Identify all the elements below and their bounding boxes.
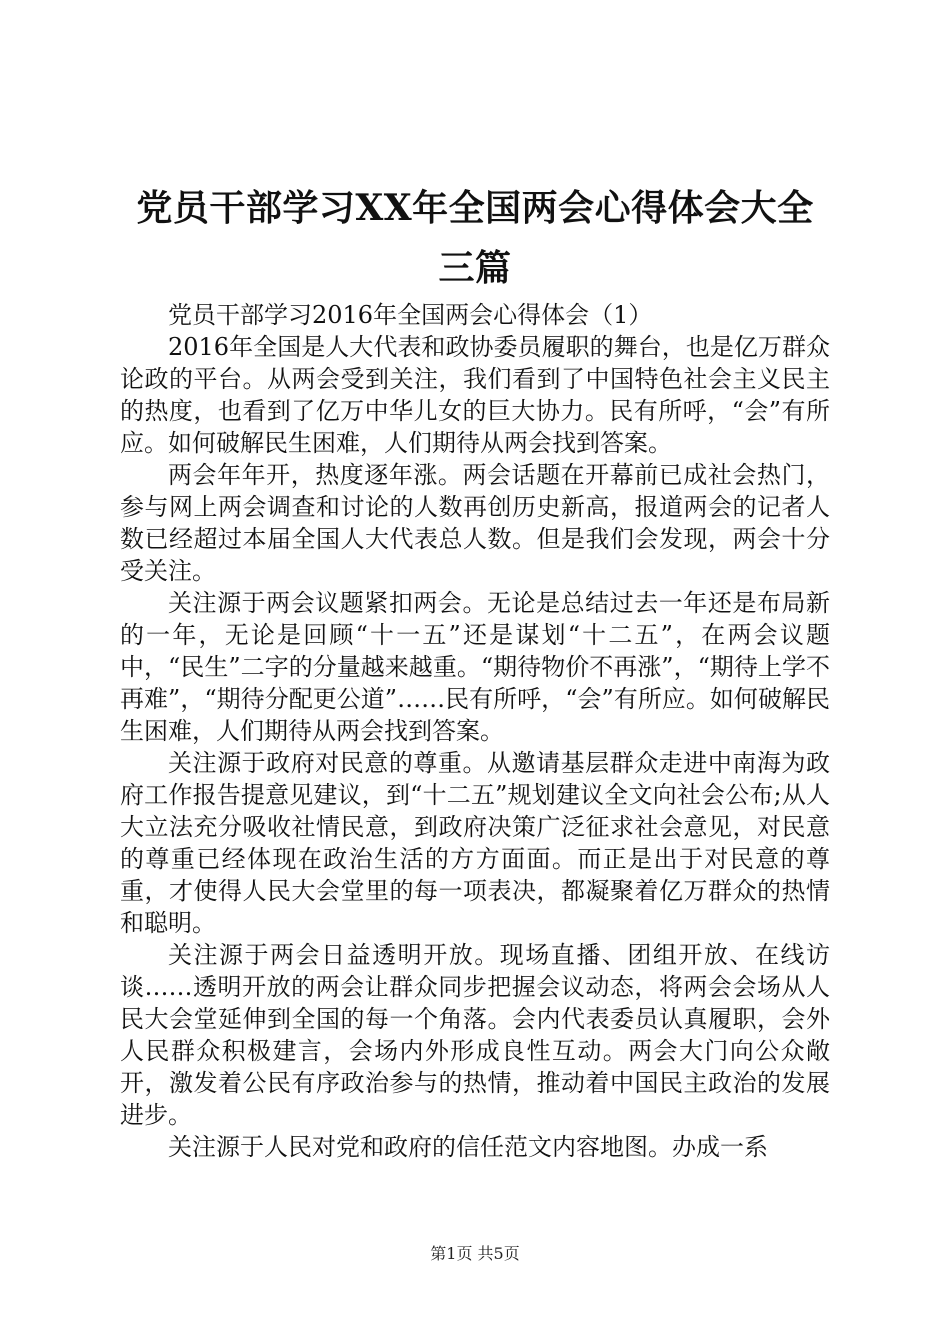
paragraph-5: 关注源于两会日益透明开放。现场直播、团组开放、在线访谈……透明开放的两会让群众同步把握会议动态，将两会会场从人民大会堂延伸到全国的每一个角落。会内代表委员认真履职，会外人民群众积极建言，会场内外形成良性互动。两会大门向公众敞开，激发着公民有序政治参与的热情，推动着中国民主政治的发展进步。 [120, 941, 830, 1129]
paragraph-6: 关注源于人民对党和政府的信任范文内容地图。办成一系 [168, 1133, 768, 1161]
paragraph-2: 两会年年开，热度逐年涨。两会话题在开幕前已成社会热门，参与网上两会调查和讨论的人数再创历史新高，报道两会的记者人数已经超过本届全国人大代表总人数。但是我们会发现，两会十分受关注。 [120, 461, 830, 585]
document-title: 党员干部学习XX年全国两会心得体会大全三篇 [136, 187, 814, 289]
page-number-footer: 第1页 共5页 [430, 1244, 520, 1263]
document-body [120, 299, 830, 1163]
paragraph-4: 关注源于政府对民意的尊重。从邀请基层群众走进中南海为政府工作报告提意见建议，到“十二五”规划建议全文向社会公布;从人大立法充分吸收社情民意，到政府决策广泛征求社会意见，对民意的尊重已经体现在政治生活的方方面面。而正是出于对民意的尊重，才使得人民大会堂里的每一项表决，都凝聚着亿万群众的热情和聪明。 [120, 749, 830, 937]
section-subtitle: 党员干部学习2016年全国两会心得体会（1） [168, 301, 653, 329]
paragraph-3: 关注源于两会议题紧扣两会。无论是总结过去一年还是布局新的一年，无论是回顾“十一五”还是谋划“十二五”，在两会议题中，“民生”二字的分量越来越重。“期待物价不再涨”，“期待上学不再难”，“期待分配更公道”……民有所呼，“会”有所应。如何破解民生困难，人们期待从两会找到答案。 [120, 589, 830, 745]
paragraph-1: 2016年全国是人大代表和政协委员履职的舞台，也是亿万群众论政的平台。从两会受到关注，我们看到了中国特色社会主义民主的热度，也看到了亿万中华儿女的巨大协力。民有所呼，“会”有所应。如何破解民生困难，人们期待从两会找到答案。 [120, 333, 830, 457]
